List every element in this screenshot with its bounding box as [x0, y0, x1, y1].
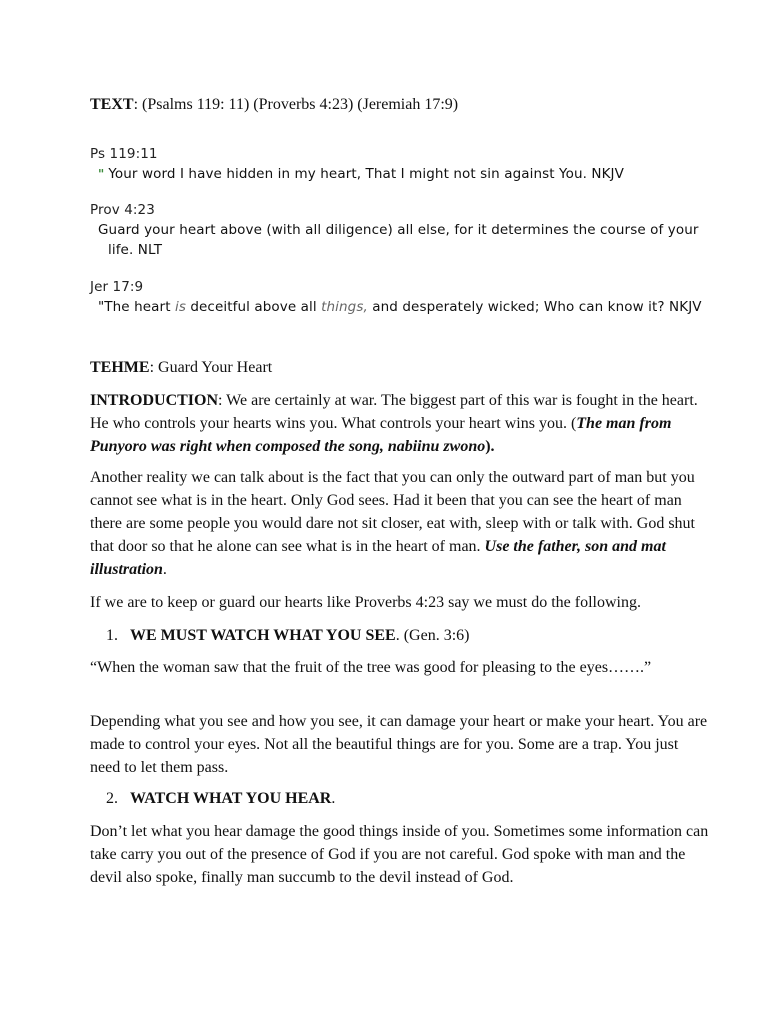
introduction-paragraph: INTRODUCTION: We are certainly at war. The biggest part of this war is fought in the heart. He who controls your hearts wins you. What controls your heart wins you. (The man from Punyoro was right when composed the song, nabiinu zwono). [90, 392, 698, 455]
verse-ref: Ps 119:11 [90, 146, 158, 162]
text-label: TEXT [90, 96, 134, 113]
point-1-heading: 1. WE MUST WATCH WHAT YOU SEE. (Gen. 3:6) [106, 627, 470, 644]
reality-paragraph: Another reality we can talk about is the fact that you can only the outward part of man but you cannot see what is in the heart. Only God sees. Had it been that you can see the heart of man there are some people you would dare not sit closer, eat with, sleep with or talk with. God shut that door so that he alone can see what is in the heart of man. Use the father, son and mat illustration. [90, 469, 695, 578]
text-references: : (Psalms 119: 11) (Proverbs 4:23) (Jeremiah 17:9) [133, 96, 459, 113]
quote-mark-icon: " [98, 167, 105, 181]
verse-ref: Prov 4:23 [90, 202, 155, 218]
introduction-label: INTRODUCTION [90, 392, 219, 409]
theme-label: TEHME [90, 359, 150, 376]
genesis-quote: “When the woman saw that the fruit of the tree was good for pleasing to the eyes…….” [90, 659, 652, 676]
verse-text: "The heart is deceitful above all things, and desperately wicked; Who can know it? NKJV [98, 299, 702, 315]
see-paragraph: Depending what you see and how you see, it can damage your heart or make your heart. You are made to control your eyes. Not all the beautiful things are for you. Some are a trap. You just need to let them pass. [90, 713, 708, 776]
verse-proverbs [90, 200, 710, 260]
verse-text: " Your word I have hidden in my heart, That I might not sin against You. NKJV [98, 166, 624, 182]
verse-text: Guard your heart above (with all diligence) all else, for it determines the course of your life. NLT [98, 222, 699, 258]
text-line [90, 93, 710, 116]
theme-value: : Guard Your Heart [149, 359, 273, 376]
illustration-note: Use the father, son and mat illustration [90, 538, 666, 578]
if-paragraph: If we are to keep or guard our hearts like Proverbs 4:23 say we must do the following. [90, 594, 641, 611]
verse-psalms [90, 144, 710, 184]
hear-paragraph: Don’t let what you hear damage the good things inside of you. Sometimes some information can take carry you out of the presence of God if you are not careful. God spoke with man and the devil also spoke, finally man succumb to the devil instead of God. [90, 823, 709, 886]
theme-line [90, 356, 710, 379]
verse-jeremiah [90, 277, 710, 317]
point-2-heading: 2. WATCH WHAT YOU HEAR. [106, 790, 336, 807]
verse-ref: Jer 17:9 [90, 279, 144, 295]
introduction-italic: The man from Punyoro was right when composed the song, nabiinu zwono [90, 415, 672, 455]
